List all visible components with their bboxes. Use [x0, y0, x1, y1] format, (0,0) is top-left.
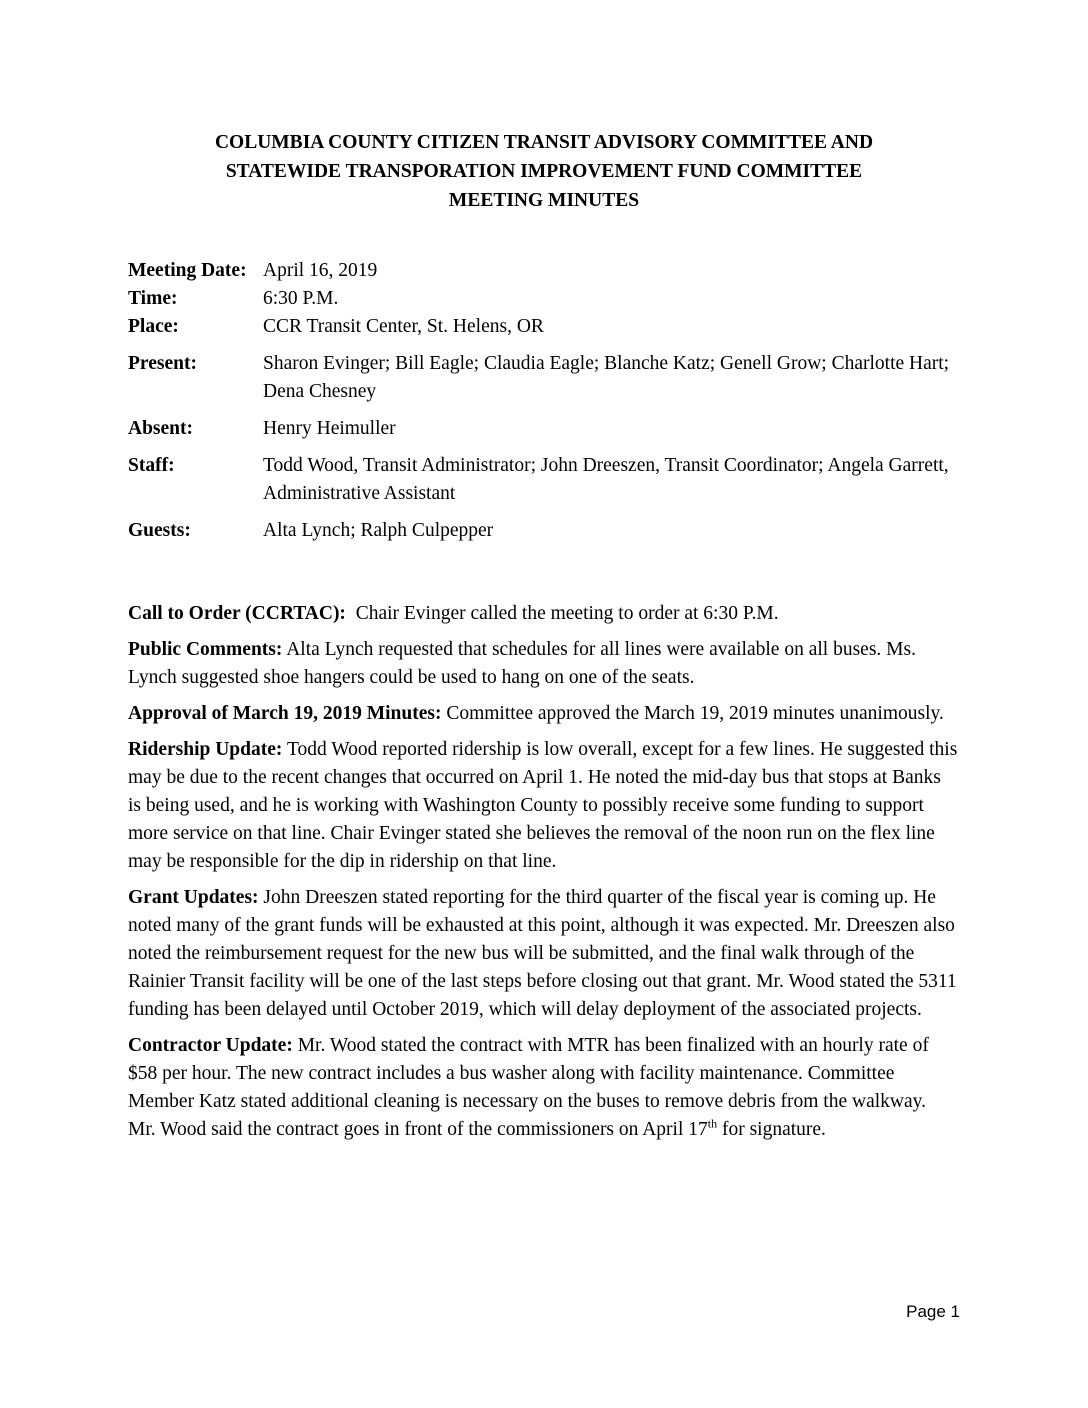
- grant-updates-heading: Grant Updates:: [128, 887, 259, 908]
- meeting-place-label: Place:: [128, 316, 179, 337]
- title-line-1: COLUMBIA COUNTY CITIZEN TRANSIT ADVISORY COMMITTEE AND: [214, 132, 874, 153]
- absent-label: Absent:: [128, 418, 194, 439]
- title-line-3: MEETING MINUTES: [448, 190, 640, 211]
- title-line-2: STATEWIDE TRANSPORATION IMPROVEMENT FUND COMMITTEE: [225, 161, 863, 182]
- approval-heading: Approval of March 19, 2019 Minutes:: [128, 703, 442, 724]
- document-title: [120, 128, 968, 215]
- contractor-text-end: for signature.: [717, 1119, 826, 1140]
- call-to-order-paragraph: [128, 600, 958, 628]
- guests-label: Guests:: [128, 520, 191, 541]
- ridership-paragraph: [128, 736, 958, 876]
- public-comments-paragraph: [128, 636, 958, 692]
- meeting-place-row: [128, 313, 958, 341]
- guests-value: Alta Lynch; Ralph Culpepper: [263, 520, 494, 541]
- minutes-body: [128, 600, 958, 1152]
- meeting-date-row: [128, 257, 958, 285]
- call-to-order-text: Chair Evinger called the meeting to order at 6:30 P.M.: [355, 603, 779, 624]
- grant-updates-text: John Dreeszen stated reporting for the third quarter of the fiscal year is coming up. He noted many of the grant funds will be exhausted at this point, although it was expected. Mr. Dreeszen also noted the reimbursement request for the new bus will be submitted, and the final walk through of the Rainier Transit facility will be one of the last steps before closing out that grant. Mr. Wood stated the 5311 funding has been delayed until October 2019, which will delay deployment of the associated projects.: [128, 887, 957, 1020]
- meeting-place-value: CCR Transit Center, St. Helens, OR: [263, 316, 544, 337]
- ridership-text: Todd Wood reported ridership is low overall, except for a few lines. He suggested this may be due to the recent changes that occurred on April 1. He noted the mid-day bus that stops at Banks is being used, and he is working with Washington County to possibly receive some funding to support more service on that line. Chair Evinger stated she believes the removal of the noon run on the flex line may be responsible for the dip in ridership on that line.: [128, 739, 958, 872]
- meeting-time-row: [128, 285, 958, 313]
- absent-value: Henry Heimuller: [263, 418, 396, 439]
- contractor-heading: Contractor Update:: [128, 1035, 293, 1056]
- staff-value: Todd Wood, Transit Administrator; John Dreeszen, Transit Coordinator; Angela Garrett, Administrative Assistant: [263, 455, 949, 504]
- page-number: Page 1: [906, 1302, 960, 1321]
- present-value: Sharon Evinger; Bill Eagle; Claudia Eagle; Blanche Katz; Genell Grow; Charlotte Hart; Dena Chesney: [263, 353, 950, 402]
- ridership-heading: Ridership Update:: [128, 739, 283, 760]
- public-comments-text: Alta Lynch requested that schedules for all lines were available on all buses. Ms. Lynch suggested shoe hangers could be used to hang on one of the seats.: [128, 639, 916, 688]
- contractor-text: Mr. Wood stated the contract with MTR has been finalized with an hourly rate of $58 per hour. The new contract includes a bus washer along with facility maintenance. Committee Member Katz stated additional cleaning is necessary on the buses to remove debris from the walkway. Mr. Wood said the contract goes in front of the commissioners on April 17: [128, 1035, 929, 1140]
- meeting-details: [128, 257, 958, 545]
- staff-row: [128, 452, 958, 508]
- staff-label: Staff:: [128, 455, 175, 476]
- grant-updates-paragraph: [128, 884, 958, 1024]
- meeting-date-label: Meeting Date:: [128, 260, 247, 281]
- contractor-paragraph: [128, 1032, 958, 1144]
- meeting-time-label: Time:: [128, 288, 178, 309]
- meeting-time-value: 6:30 P.M.: [263, 288, 339, 309]
- absent-row: [128, 415, 958, 443]
- present-label: Present:: [128, 353, 197, 374]
- present-row: [128, 350, 958, 406]
- ordinal-suffix: th: [707, 1116, 718, 1131]
- call-to-order-heading: Call to Order (CCRTAC):: [128, 603, 346, 624]
- public-comments-heading: Public Comments:: [128, 639, 283, 660]
- guests-row: [128, 517, 958, 545]
- approval-paragraph: [128, 700, 958, 728]
- approval-text: Committee approved the March 19, 2019 minutes unanimously.: [446, 703, 944, 724]
- meeting-date-value: April 16, 2019: [263, 260, 378, 281]
